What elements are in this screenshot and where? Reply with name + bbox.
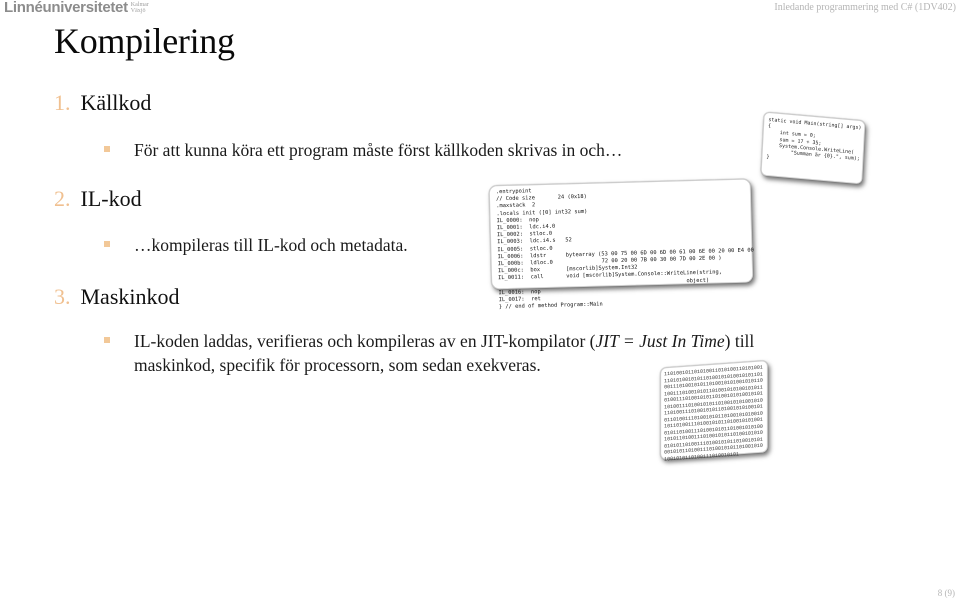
source-code-image	[760, 112, 865, 185]
il-code-image	[489, 179, 754, 311]
jit-definition: JIT = Just In Time	[595, 331, 725, 351]
section-heading-2	[54, 186, 142, 212]
machine-code-text: 1101001011010100110101001101010011101010010101101001010100101011010011101001010110100101010010101101001110100101011010010101001010110100111010010101101001010100101011010011101001010110100101010010101101001110100101011010010101001010110100111010010101101001010100101011010011101001010110100101010010101101001110100101011010010101001010110100111010010101101001010100101011010011101001010110100101010010101101001110100101011010010101001010110100111010010101	[664, 364, 763, 463]
top-bar	[0, 0, 960, 18]
section-number: 1.	[54, 90, 71, 115]
logo-campuses	[131, 2, 149, 14]
section-heading-text: Maskinkod	[80, 284, 180, 309]
bullet-text-line-1	[134, 329, 754, 353]
section-heading-3	[54, 284, 180, 310]
bullet-text-part: IL-koden laddas, verifieras och kompileras av en JIT-kompilator (	[134, 331, 596, 351]
bullet-text: För att kunna köra ett program måste först källkoden skrivas in och…	[134, 140, 623, 160]
page-number: 8 (9)	[937, 588, 955, 598]
logo-campus-kalmar: Kalmar	[130, 2, 149, 8]
section-number: 3.	[54, 284, 71, 309]
bullet-text-part: ) till	[724, 331, 755, 351]
logo-wordmark: Linnéuniversitetet	[4, 0, 128, 16]
section-heading-text: IL-kod	[80, 186, 142, 211]
source-code-text: static void Main(string[] args) { int sum = 0; sum = 17 + 35; System.Console.WriteLine( "Summan är {0}.", sum); }	[766, 117, 862, 163]
bullet-text: …kompileras till IL-kod och metadata.	[134, 235, 408, 255]
machine-code-image	[660, 360, 768, 463]
bullet-text-line-2: maskinkod, specifik för processorn, som sedan exekveras.	[134, 355, 541, 375]
il-code-text: .entrypoint // Code size 24 (0x18) .maxstack 2 .locals init ([0] int32 sum) IL_0000: nop IL_0001: ldc.i4.0 IL_0002: stloc.0 IL_0003: ldc.i4.s 52 IL_0005: stloc.0 IL_0006: ldstr bytearray (53 00 75 00 6D 00 6D 00 61 00 6E 00 20 00 E4 00 IL_000b: ldloc.0 72 00 20 00 7B 00 30 00 7D 00 2E 00 ) IL_000c: box [mscorlib]System.Int32 IL_0011: call void [mscorlib]System.Console::WriteLine(string, object) IL_0016: nop IL_0017: ret } // end of method Program::Main	[495, 188, 754, 311]
logo-campus-vaxjo: Växjö	[130, 8, 146, 14]
bullet-square-icon	[104, 241, 110, 247]
section-heading-1	[54, 90, 151, 116]
section-heading-text: Källkod	[80, 90, 152, 115]
slide-title: Kompilering	[54, 21, 235, 61]
section-number: 2.	[54, 186, 71, 211]
bullet-square-icon	[104, 146, 110, 152]
course-name: Inledande programmering med C# (1DV402)	[774, 2, 956, 13]
bullet-square-icon	[104, 337, 110, 343]
university-logo	[4, 0, 149, 16]
